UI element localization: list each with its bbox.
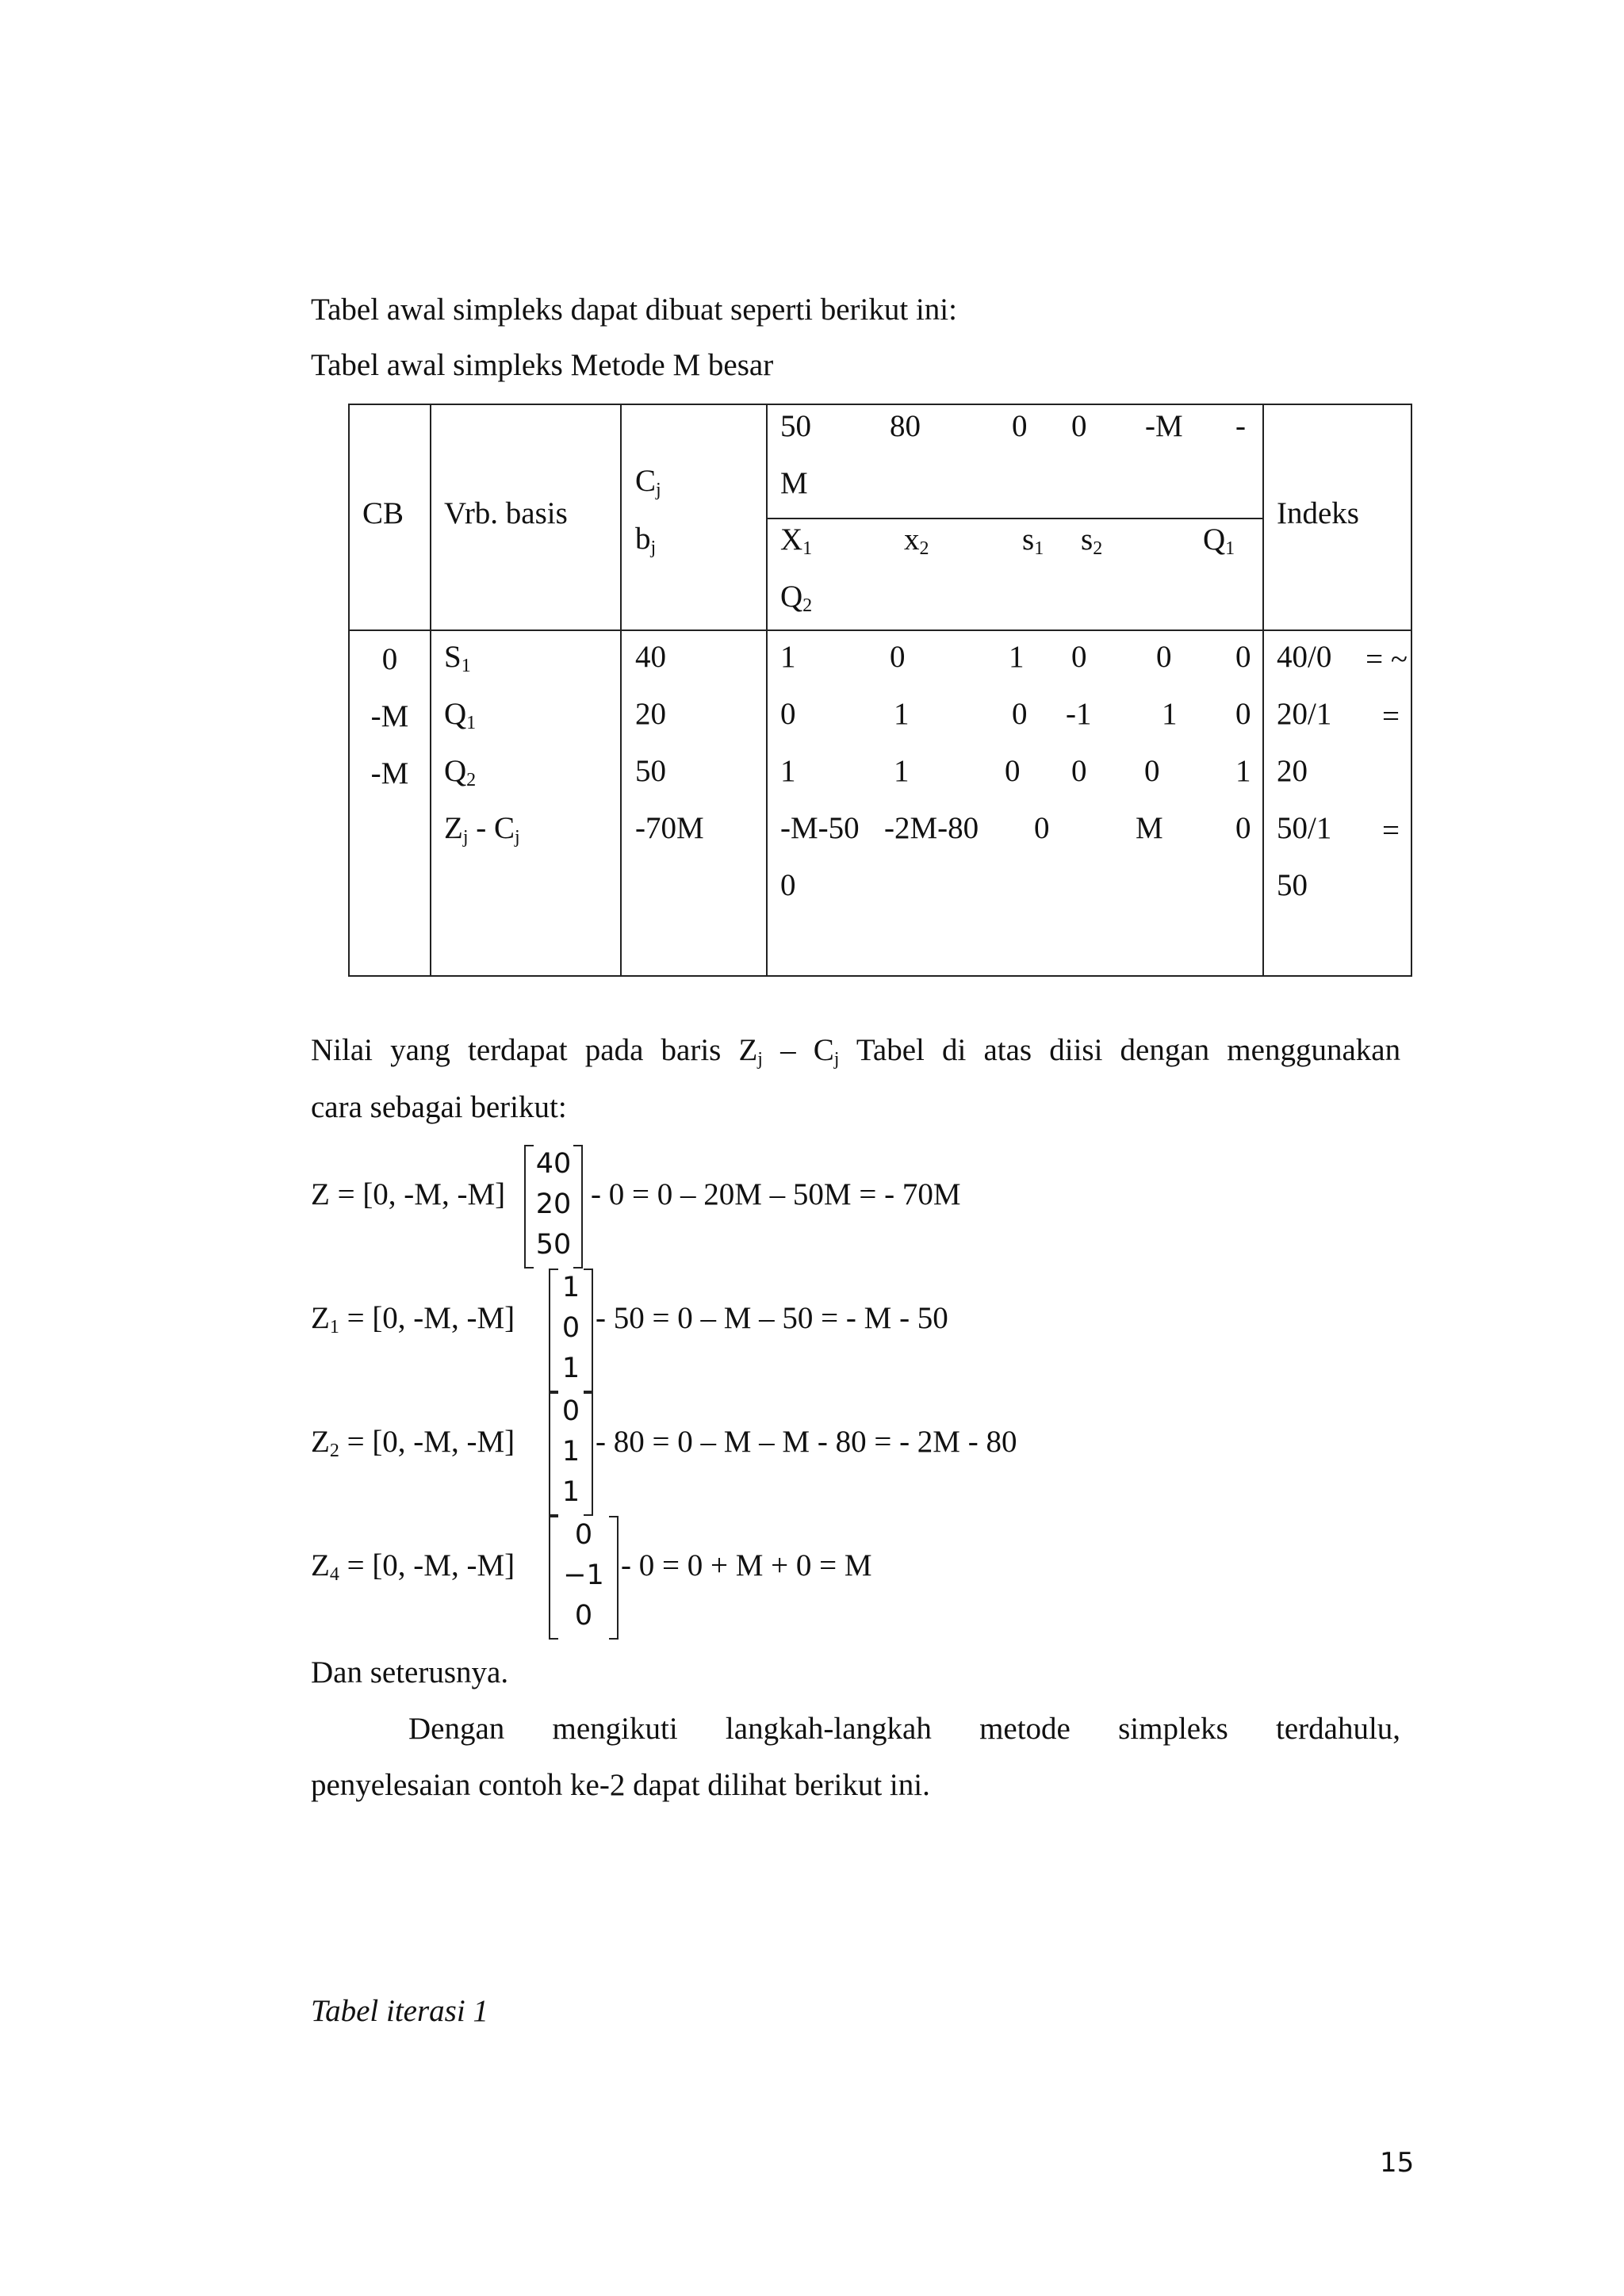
eq-z2-lhs: $Z_2 = [0$, -M, -M] bbox=[311, 1425, 515, 1461]
paragraph-2-line-2: penyelesaian contoh ke-2 dapat dilihat berikut ini. bbox=[311, 1768, 930, 1802]
r2-s1: 0 bbox=[1012, 697, 1028, 731]
coef-wrap: M bbox=[780, 466, 808, 500]
bj-row-1: 40 bbox=[635, 640, 666, 674]
r3-s2: 0 bbox=[1071, 754, 1087, 788]
r3-x2: 1 bbox=[894, 754, 910, 788]
r3-q1: 0 bbox=[1144, 754, 1160, 788]
page-number: 15 bbox=[1380, 2147, 1415, 2179]
r1-s2: 0 bbox=[1071, 640, 1087, 674]
header-vrb-basis: Vrb. basis bbox=[444, 496, 568, 530]
r4-x2: -2M-80 bbox=[884, 811, 979, 845]
header-cb: CB bbox=[362, 496, 404, 530]
indeks-1a: 40/0 bbox=[1277, 640, 1332, 674]
r2-q2: 0 bbox=[1235, 697, 1251, 731]
eq-z2-matrix: 0 1 1 bbox=[549, 1392, 593, 1516]
var-x2: $x_2$ bbox=[904, 522, 929, 559]
eq-z1-lhs: $Z_1 = [0$, -M, -M] bbox=[311, 1301, 515, 1337]
basis-row-2: $Q_1$ bbox=[444, 697, 477, 733]
dan-seterusnya: Dan seterusnya. bbox=[311, 1655, 509, 1689]
eq-z-matrix: 40 20 50 bbox=[524, 1145, 583, 1269]
r4-s2: M bbox=[1136, 811, 1163, 845]
r3-q2: 1 bbox=[1235, 754, 1251, 788]
basis-zj-cj: $Z_j - C_j$ bbox=[444, 811, 520, 848]
indeks-3a: 20 bbox=[1277, 754, 1308, 788]
coef-q1: -M bbox=[1145, 409, 1183, 443]
r3-s1: 0 bbox=[1005, 754, 1021, 788]
indeks-5a: 50 bbox=[1277, 868, 1308, 902]
r4-wrap: 0 bbox=[780, 868, 796, 902]
coef-x1: 50 bbox=[780, 409, 811, 443]
r1-q1: 0 bbox=[1156, 640, 1172, 674]
var-s2: $s_2$ bbox=[1081, 522, 1103, 559]
var-q2: $Q_2$ bbox=[780, 580, 813, 616]
header-cj: $C_j$ bbox=[635, 464, 661, 500]
eq-z-lhs: Z = [0, -M, -M] bbox=[311, 1177, 506, 1211]
eq-z4-lhs: $Z_4 = [0$, -M, -M] bbox=[311, 1548, 515, 1585]
intro-line-2: Tabel awal simpleks Metode M besar bbox=[311, 348, 774, 382]
var-q1: $Q_1$ bbox=[1203, 522, 1235, 559]
paragraph-2-line-1: Dengan mengikuti langkah-langkah metode simpleks terdahulu, bbox=[408, 1712, 1401, 1746]
r4-x1: -M-50 bbox=[780, 811, 860, 845]
cb-row-2: -M bbox=[370, 699, 409, 733]
coef-s1: 0 bbox=[1012, 409, 1028, 443]
r1-q2: 0 bbox=[1235, 640, 1251, 674]
paragraph-1-line-1: Nilai yang terdapat pada baris $Z_j - C_j$ Tabel di atas diisi dengan menggunakan bbox=[311, 1033, 1401, 1070]
r1-s1: 1 bbox=[1009, 640, 1025, 674]
cb-row-1: 0 bbox=[381, 642, 398, 676]
bj-row-3: 50 bbox=[635, 754, 666, 788]
eq-z1-matrix: 1 0 1 bbox=[549, 1269, 593, 1392]
header-bj: $b_j$ bbox=[635, 522, 657, 558]
r2-s2: -1 bbox=[1066, 697, 1092, 731]
eq-z-rhs: - 0 = 0 – 20M – 50M = - 70M bbox=[591, 1177, 961, 1211]
cb-row-3: -M bbox=[370, 756, 409, 790]
eq-z4-rhs: - 0 = 0 + M + 0 = M bbox=[621, 1548, 872, 1582]
var-x1: $X_1$ bbox=[780, 522, 813, 559]
simplex-table bbox=[348, 404, 1412, 977]
indeks-4b: = bbox=[1382, 813, 1400, 848]
r4-q1: 0 bbox=[1235, 811, 1251, 845]
r2-q1: 1 bbox=[1162, 697, 1178, 731]
coef-s2: 0 bbox=[1071, 409, 1087, 443]
indeks-2b: = bbox=[1382, 699, 1400, 733]
indeks-2a: 20/1 bbox=[1277, 697, 1332, 731]
r1-x2: 0 bbox=[890, 640, 906, 674]
eq-z1-rhs: - 50 = 0 – M – 50 = - M - 50 bbox=[596, 1301, 948, 1335]
header-indeks: Indeks bbox=[1277, 496, 1359, 530]
eq-z4-matrix: 0 −1 0 bbox=[549, 1516, 619, 1640]
bj-zj-cj: -70M bbox=[635, 811, 704, 845]
iteration-title: Tabel iterasi 1 bbox=[311, 1994, 488, 2028]
coef-q2: - bbox=[1235, 409, 1246, 443]
indeks-1b: = ~ bbox=[1365, 642, 1408, 676]
r3-x1: 1 bbox=[780, 754, 796, 788]
r1-x1: 1 bbox=[780, 640, 796, 674]
var-s1: $s_1$ bbox=[1022, 522, 1044, 559]
basis-row-1: $S_1$ bbox=[444, 640, 471, 676]
coef-x2: 80 bbox=[890, 409, 921, 443]
indeks-4a: 50/1 bbox=[1277, 811, 1332, 845]
eq-z2-rhs: - 80 = 0 – M – M - 80 = - 2M - 80 bbox=[596, 1425, 1017, 1459]
r4-s1: 0 bbox=[1034, 811, 1050, 845]
r2-x2: 1 bbox=[894, 697, 910, 731]
basis-row-3: $Q_2$ bbox=[444, 754, 477, 790]
bj-row-2: 20 bbox=[635, 697, 666, 731]
r2-x1: 0 bbox=[780, 697, 796, 731]
intro-line-1: Tabel awal simpleks dapat dibuat seperti berikut ini: bbox=[311, 293, 957, 327]
paragraph-1-line-2: cara sebagai berikut: bbox=[311, 1090, 567, 1124]
